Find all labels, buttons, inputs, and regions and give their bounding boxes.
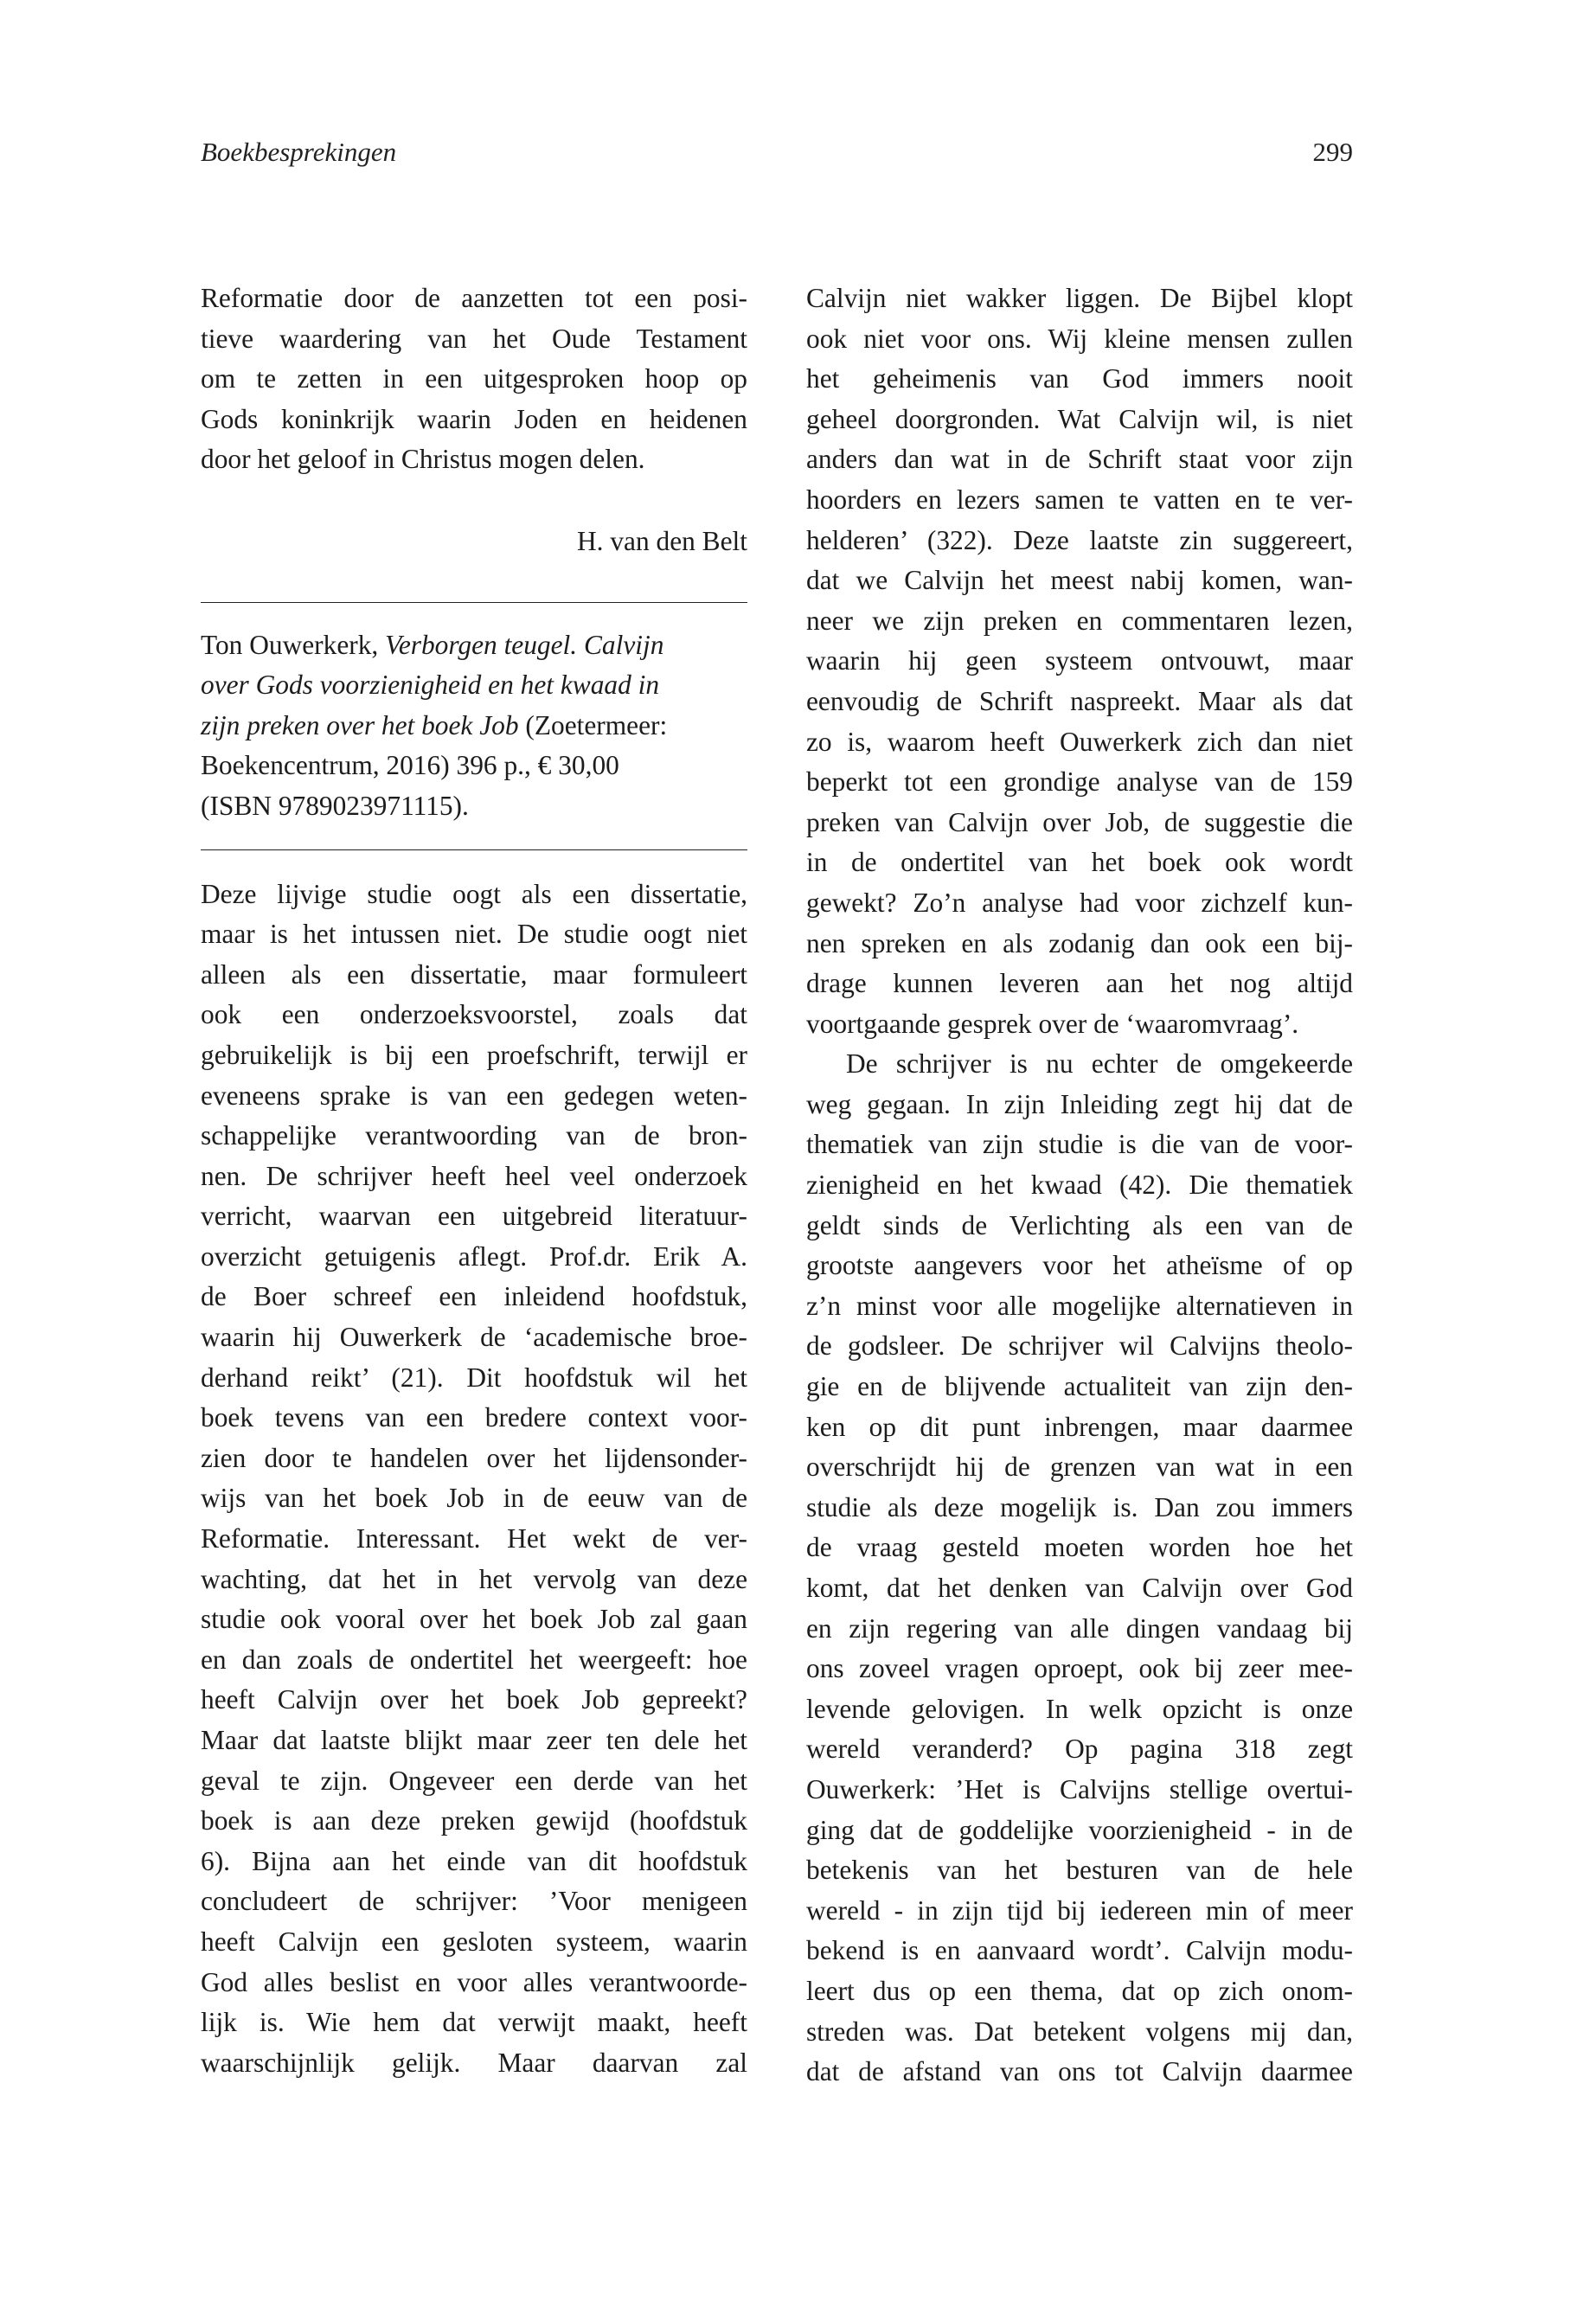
text-line: om te zetten in een uitgesproken hoop op	[201, 363, 747, 394]
text-line: komt, dat het denken van Calvijn over God	[806, 1573, 1353, 1603]
text-line: ons zoveel vragen oproept, ook bij zeer mee-	[806, 1653, 1353, 1684]
text-line: ook een onderzoeksvoorstel, zoals dat	[201, 999, 747, 1030]
citation-line	[201, 665, 747, 706]
text-line: Deze lijvige studie oogt als een dissertatie,	[201, 878, 747, 909]
citation-publisher: (Zoetermeer:	[518, 709, 668, 740]
text-line: anders dan wat in de Schrift staat voor zijn	[806, 444, 1353, 475]
text-line: thematiek van zijn studie is die van de voor-	[806, 1129, 1353, 1160]
text-line: gebruikelijk is bij een proefschrift, terwijl er	[201, 1039, 747, 1070]
text-line: door het geloof in Christus mogen delen.	[201, 444, 645, 475]
text-line: leert dus op een thema, dat op zich onom-	[806, 1975, 1353, 2006]
text-line: tieve waardering van het Oude Testament	[201, 323, 747, 354]
citation-rule-top	[201, 602, 747, 603]
previous-review-ending	[201, 279, 747, 480]
text-line: nen spreken en als zodanig dan ook een bij-	[806, 927, 1353, 958]
text-line: Reformatie door de aanzetten tot een posi-	[201, 283, 747, 313]
review-body	[201, 875, 747, 2084]
text-line: gewekt? Zo’n analyse had voor zichzelf kun-	[806, 887, 1353, 918]
text-line: helderen’ (322). Deze laatste zin suggereert,	[806, 524, 1353, 555]
text-line: de vraag gesteld moeten worden hoe het	[806, 1532, 1353, 1563]
citation-author: Ton Ouwerkerk,	[201, 629, 386, 660]
citation-line	[201, 625, 747, 666]
citation-rule-bottom	[201, 849, 747, 850]
text-line: wachting, dat het in het vervolg van deze	[201, 1563, 747, 1594]
right-column	[806, 279, 1353, 2093]
text-line: z’n minst voor alle mogelijke alternatieven in	[806, 1290, 1353, 1321]
citation-line: Boekencentrum, 2016) 396 p., € 30,00	[201, 750, 619, 781]
text-line: dat de afstand van ons tot Calvijn daarmee	[806, 2056, 1353, 2087]
text-line: God alles beslist en voor alles verantwoorde-	[201, 1966, 747, 1997]
text-line: waarschijnlijk gelijk. Maar daarvan zal	[201, 2047, 747, 2078]
text-line: studie ook vooral over het boek Job zal gaan	[201, 1604, 747, 1635]
text-line: dat we Calvijn het meest nabij komen, wan-	[806, 565, 1353, 596]
text-line: grootste aangevers voor het atheïsme of op	[806, 1250, 1353, 1281]
text-line: ging dat de goddelijke voorzienigheid - in de	[806, 1814, 1353, 1845]
text-line: heeft Calvijn een gesloten systeem, waarin	[201, 1926, 747, 1957]
text-line: waarin hij Ouwerkerk de ‘academische broe-	[201, 1322, 747, 1353]
text-line: neer we zijn preken en commentaren lezen,	[806, 605, 1353, 636]
text-line: zienigheid en het kwaad (42). Die thematiek	[806, 1170, 1353, 1201]
page-number: 299	[1312, 137, 1353, 167]
citation-line	[201, 706, 747, 747]
text-line: overzicht getuigenis aflegt. Prof.dr. Erik A.	[201, 1240, 747, 1272]
text-line: overschrijdt hij de grenzen van wat in een	[806, 1452, 1353, 1483]
text-line: Reformatie. Interessant. Het wekt de ver-	[201, 1523, 747, 1554]
text-line: zien door te handelen over het lijdensonder-	[201, 1442, 747, 1473]
text-line: eenvoudig de Schrift naspreekt. Maar als dat	[806, 685, 1353, 716]
text-line: geval te zijn. Ongeveer een derde van het	[201, 1765, 747, 1796]
text-line: alleen als een dissertatie, maar formuleert	[201, 958, 747, 990]
text-line: lijk is. Wie hem dat verwijt maakt, heeft	[201, 2007, 747, 2038]
running-head: Boekbesprekingen	[201, 137, 397, 167]
review-paragraph-2	[806, 1044, 1353, 2092]
text-line: levende gelovigen. In welk opzicht is onze	[806, 1693, 1353, 1724]
text-line: boek is aan deze preken gewijd (hoofdstuk	[201, 1805, 747, 1836]
citation-title: Verborgen teugel. Calvijn	[385, 629, 664, 660]
text-line: concludeert de schrijver: ’Voor menigeen	[201, 1886, 747, 1917]
text-line: wereld - in zijn tijd bij iedereen min of meer	[806, 1894, 1353, 1926]
text-line: heeft Calvijn over het boek Job gepreekt?	[201, 1684, 747, 1715]
citation-line: (ISBN 9789023971115).	[201, 790, 469, 821]
text-line: geldt sinds de Verlichting als een van de	[806, 1209, 1353, 1240]
text-line: 6). Bijna aan het einde van dit hoofdstuk	[201, 1845, 747, 1876]
text-line: streden was. Dat betekent volgens mij dan,	[806, 2016, 1353, 2047]
text-line: wijs van het boek Job in de eeuw van de	[201, 1483, 747, 1514]
text-line: zo is, waarom heeft Ouwerkerk zich dan niet	[806, 726, 1353, 757]
text-line: geheel doorgronden. Wat Calvijn wil, is niet	[806, 403, 1353, 434]
text-line: schappelijke verantwoording van de bron-	[201, 1120, 747, 1151]
text-line: De schrijver is nu echter de omgekeerde	[846, 1048, 1353, 1080]
citation-title: zijn preken over het boek Job	[201, 709, 519, 740]
text-line: en dan zoals de ondertitel het weergeeft: hoe	[201, 1644, 747, 1675]
text-line: wereld veranderd? Op pagina 318 zegt	[806, 1734, 1353, 1765]
text-line: voortgaande gesprek over de ‘waaromvraag’.	[806, 1008, 1299, 1039]
text-line: verricht, waarvan een uitgebreid literatuur-	[201, 1201, 747, 1232]
text-line: beperkt tot een grondige analyse van de 159	[806, 766, 1353, 798]
text-line: gie en de blijvende actualiteit van zijn den-	[806, 1371, 1353, 1402]
text-line: boek tevens van een bredere context voor-	[201, 1402, 747, 1433]
text-line: en zijn regering van alle dingen vandaag bij	[806, 1612, 1353, 1644]
text-line: waarin hij geen systeem ontvouwt, maar	[806, 645, 1353, 676]
text-line: nen. De schrijver heeft heel veel onderzoek	[201, 1160, 747, 1191]
citation-title: over Gods voorzienigheid en het kwaad in	[201, 670, 660, 701]
text-line: preken van Calvijn over Job, de suggestie die	[806, 806, 1353, 837]
text-line: de godsleer. De schrijver wil Calvijns theolo-	[806, 1330, 1353, 1362]
review-paragraph-1	[806, 279, 1353, 1044]
text-line: Ouwerkerk: ’Het is Calvijns stellige overtui-	[806, 1773, 1353, 1804]
text-line: eveneens sprake is van een gedegen weten-	[201, 1080, 747, 1111]
text-line: Maar dat laatste blijkt maar zeer ten dele het	[201, 1725, 747, 1755]
text-line: weg gegaan. In zijn Inleiding zegt hij dat de	[806, 1088, 1353, 1119]
text-line: ook niet voor ons. Wij kleine mensen zullen	[806, 323, 1353, 354]
text-line: drage kunnen leveren aan het nog altijd	[806, 968, 1353, 999]
book-citation	[201, 625, 747, 827]
text-line: in de ondertitel van het boek ook wordt	[806, 847, 1353, 878]
text-line: Gods koninkrijk waarin Joden en heidenen	[201, 403, 747, 434]
text-line: maar is het intussen niet. De studie oogt niet	[201, 919, 747, 950]
text-line: bekend is en aanvaard wordt’. Calvijn modu-	[806, 1935, 1353, 1966]
text-line: ken op dit punt inbrengen, maar daarmee	[806, 1411, 1353, 1442]
text-line: het geheimenis van God immers nooit	[806, 363, 1353, 394]
text-line: de Boer schreef een inleidend hoofdstuk,	[201, 1281, 747, 1312]
text-line: derhand reikt’ (21). Dit hoofdstuk wil het	[201, 1362, 747, 1393]
text-line: Calvijn niet wakker liggen. De Bijbel klopt	[806, 283, 1353, 313]
text-line: hoorders en lezers samen te vatten en te ver-	[806, 484, 1353, 515]
text-line: studie als deze mogelijk is. Dan zou immers	[806, 1491, 1353, 1522]
text-line: betekenis van het besturen van de hele	[806, 1855, 1353, 1886]
reviewer-signature: H. van den Belt	[576, 525, 747, 556]
left-column	[201, 279, 747, 2083]
